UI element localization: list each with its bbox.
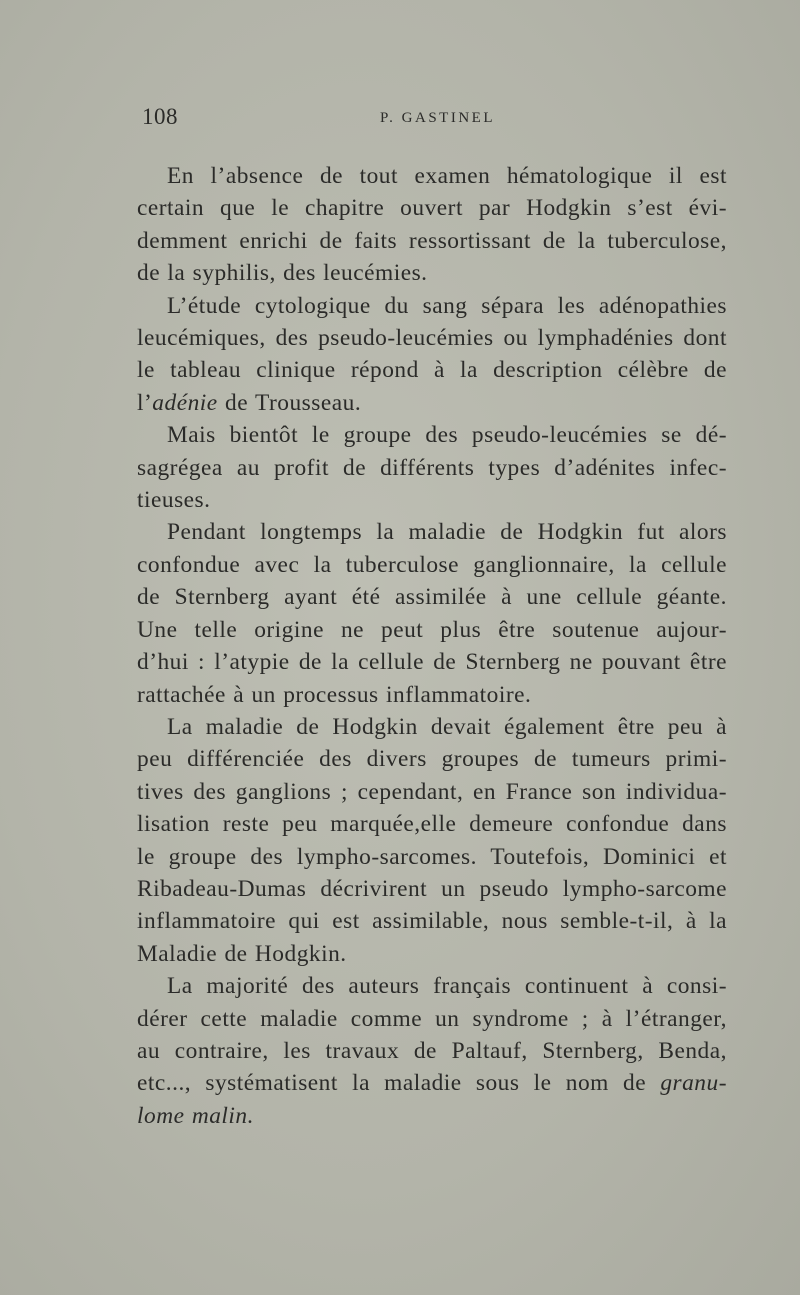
text-line: La maladie de Hodgkin devait également être peu à	[167, 713, 727, 740]
text-line: Maladie de Hodgkin.	[137, 940, 347, 967]
text-fragment: l’	[137, 389, 153, 416]
text-fragment: etc..., systématisent la maladie sous le nom de	[137, 1070, 647, 1097]
italic-term-granulome-cont: lome malin.	[137, 1102, 254, 1129]
text-line: leucémiques, des pseudo-leucémies ou lymphadénies dont	[137, 325, 727, 352]
body-text	[137, 160, 727, 1132]
text-line: Une telle origine ne peut plus être soutenue aujour-	[137, 616, 727, 643]
text-line: demment enrichi de faits ressortissant de la tuberculose,	[137, 227, 727, 254]
running-head: P. GASTINEL	[380, 110, 496, 126]
italic-term-adenie: adénie	[152, 389, 218, 416]
text-line: lisation reste peu marquée,elle demeure confondue dans	[137, 811, 727, 838]
text-line: le groupe des lympho-sarcomes. Toutefois, Dominici et	[137, 843, 727, 870]
text-line: au contraire, les travaux de Paltauf, Sternberg, Benda,	[137, 1037, 727, 1064]
text-line: dérer cette maladie comme un syndrome ; à l’étranger,	[137, 1005, 727, 1032]
text-line: Ribadeau-Dumas décrivirent un pseudo lympho-sarcome	[137, 875, 727, 902]
text-line: rattachée à un processus inflammatoire.	[137, 681, 532, 708]
text-line: L’étude cytologique du sang sépara les adénopathies	[167, 292, 727, 319]
text-line: tieuses.	[137, 487, 211, 514]
text-fragment: de Trousseau.	[217, 389, 362, 416]
text-line	[137, 1067, 727, 1099]
text-line: inflammatoire qui est assimilable, nous semble-t-il, à la	[137, 908, 727, 935]
text-line: peu différenciée des divers groupes de tumeurs primi-	[137, 746, 727, 773]
paragraph-4	[137, 516, 727, 710]
text-line: confondue avec la tuberculose ganglionnaire, la cellule	[137, 551, 727, 578]
paragraph-1	[137, 160, 727, 290]
text-line: de Sternberg ayant été assimilée à une cellule géante.	[137, 584, 727, 611]
text-line: Pendant longtemps la maladie de Hodgkin fut alors	[167, 519, 727, 546]
paragraph-2	[137, 290, 727, 420]
paragraph-3	[137, 419, 727, 516]
text-line	[137, 387, 727, 419]
text-line: d’hui : l’atypie de la cellule de Sternberg ne pouvant être	[137, 649, 727, 676]
page-header	[142, 104, 782, 138]
text-line: sagrégea au profit de différents types d’adénites infec-	[137, 454, 727, 481]
text-line: de la syphilis, des leucémies.	[137, 260, 428, 287]
paragraph-5	[137, 711, 727, 970]
text-line	[137, 1100, 727, 1132]
text-line: certain que le chapitre ouvert par Hodgkin s’est évi-	[137, 195, 727, 222]
text-line: La majorité des auteurs français continuent à consi-	[167, 973, 727, 1000]
text-line: le tableau clinique répond à la description célèbre de	[137, 357, 727, 384]
text-line: En l’absence de tout examen hématologique il est	[167, 163, 727, 189]
paragraph-6	[137, 970, 727, 1132]
italic-term-granulome: granu-	[660, 1070, 727, 1097]
page-number: 108	[142, 104, 178, 129]
text-line: tives des ganglions ; cependant, en France son individua-	[137, 778, 727, 805]
text-line: Mais bientôt le groupe des pseudo-leucémies se dé-	[167, 422, 727, 449]
